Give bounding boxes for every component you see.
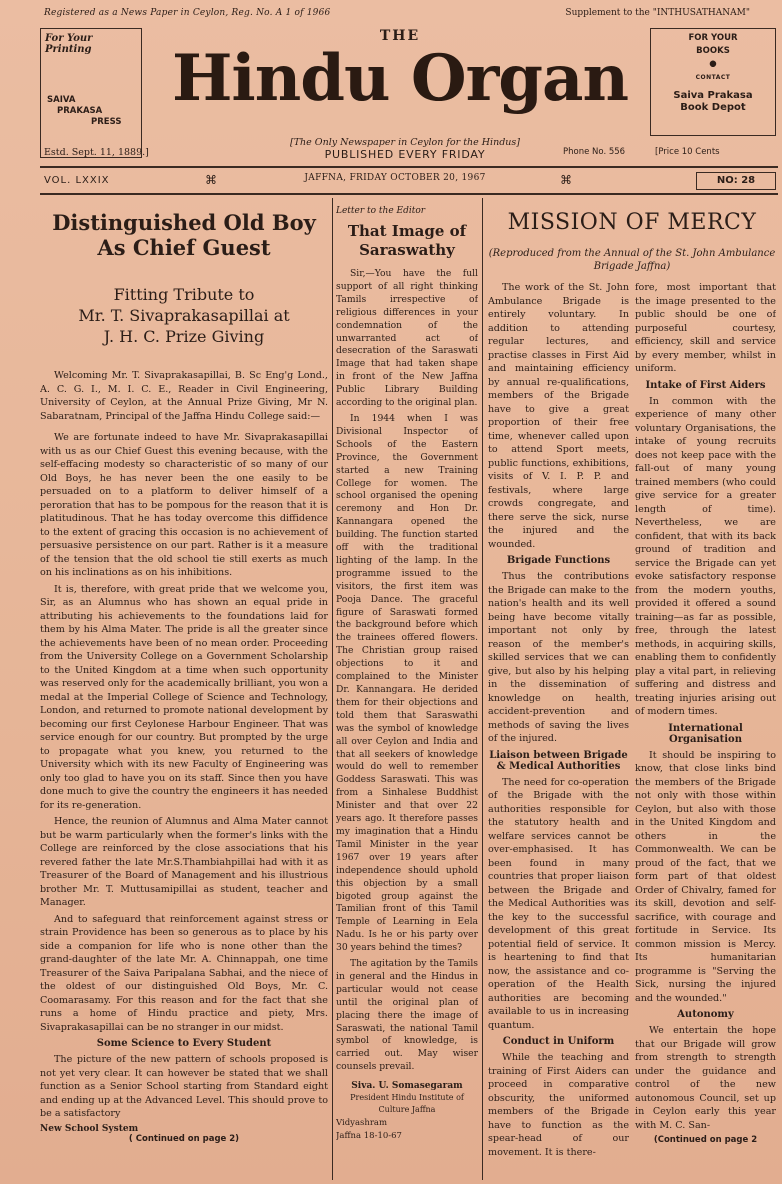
paragraph: We are fortunate indeed to have Mr. Sivaprakasapillai with us as our Chief Guest this evening because, with the self-effacing modesty so characteristic of so many of our Old Boys, he has never been the one easily to be persuaded on to a platform to deliver himself of a peroration that has to be pompous for the reason that it is platitudinous. That he has today overcome this diffidence to the extent of gracing this occasion is no achievement of persuasive persistence on our part. Rather is it a measure of the tension that the old school tie still exerts as much on his inclinations as on his inhibitions. — [40, 432, 328, 578]
paragraph: Welcoming Mr. T. Sivaprakasapillai, B. Sc Eng'g Lond., A. C. G. I., M. I. C. E., Reader in Civil Engineering, University of Ceylon, at the Annual Prize Giving, Mr N. Sabaratnam, Principal of the Jaffna Hindu College said:— — [40, 370, 328, 422]
continued-note: ( Continued on page 2) — [128, 1133, 240, 1144]
books-ad-line1: FOR YOUR — [688, 33, 738, 43]
books-ad-contact: CONTACT — [695, 74, 731, 81]
books-ad-line2: BOOKS — [696, 46, 730, 56]
signatory-title: President Hindu Institute of Culture Jaffna — [350, 1093, 464, 1115]
bullet-icon: ● — [709, 59, 717, 69]
paragraph: Thus the contributions the Brigade can make to the nation's health and its well being have become vitally important not only by reason of the member's skilled services that we can give, but also by his helping in the dissemination of knowledge on health, accident-prevention and methods of saving the lives of the injured. — [488, 571, 629, 744]
paragraph: The work of the St. John Ambulance Brigade is entirely voluntary. In addition to attending regular lectures, and practise classes in First Aid and maintaining efficiency by annual re-qualifications, members of the Brigade have to give a great proportion of their free time, whenever called upon to attend Sport meets, public functions, exhibitions, visits of V. I. P. P. and festivals, where large crowds congregate, and there serve the sick, nurse the injured and the wounded. — [488, 282, 629, 550]
article-mission-of-mercy — [488, 200, 776, 1184]
masthead-title: Hindu Organ — [171, 41, 629, 116]
printing-ad-title: For Your Printing — [45, 33, 93, 55]
subhead-line3: J. H. C. Prize Giving — [103, 327, 265, 346]
paragraph: Sir,—You have the full support of all right thinking Tamils irrespective of religious differences in your condemnation of the unwarranted act of desecration of the Saraswati Image that had taken shape in front of the New Jaffna Public Library Building according to the original plan. — [336, 268, 478, 409]
rule-top — [40, 166, 778, 168]
subheadline — [40, 284, 328, 347]
masthead-tagline — [260, 137, 550, 161]
ornament-icon: ⌘ — [205, 173, 217, 187]
price: [Price 10 Cents — [655, 147, 720, 157]
letter-title — [336, 222, 478, 260]
section-heading: Some Science to Every Student — [96, 1038, 272, 1049]
paragraph: While the teaching and training of First Aiders can proceed in comparative obscurity, the uniformed members of the Brigade have to function as the spear-head of our movement. It is there- — [488, 1052, 629, 1158]
printing-ad — [40, 28, 142, 158]
paragraph: The need for co-operation of the Brigade with the authorities responsible for the statutory health and welfare services cannot be over-emphasised. It has been found in many countries that proper liaison between the Brigade and the Medical Authorities was the key to the successful development of this great potential field of service. It is heartening to find that now, the assistance and co-operation of the Health authorities are becoming available to us in increasing quantum. — [488, 776, 629, 1031]
printing-ad-press — [47, 95, 123, 128]
dateline: JAFFNA, FRIDAY OCTOBER 20, 1967 — [304, 173, 486, 183]
letter-place: Vidyashram — [336, 1118, 388, 1129]
section-heading: Conduct in Uniform — [502, 1036, 615, 1047]
tagline-text: [The Only Newspaper in Ceylon for the Hindus] — [289, 137, 520, 148]
paragraph: The agitation by the Tamils in general and the Hindus in particular would not cease until the original plan of placing there the image of Saraswati, the national Tamil symbol of knowledge, is carried out. May wiser counsels prevail. — [336, 958, 478, 1073]
paragraph: And to safeguard that reinforcement against stress or strain Providence has been so generous as to place by his side a companion for life who is none other than the grand-daughter of the late Mr. A. Chinnappah, one time Treasurer of the Saiva Paripalana Sabhai, and the niece of the oldest of our distinguished Old Boys, Mr. C. Coomarasamy. For this reason and for the fact that she runs a home of Hindu practice and piety, Mrs. Sivaprakasapillai can be no stranger in our midst. — [40, 913, 328, 1033]
section-heading: Liaison between Brigade & Medical Authorities — [489, 749, 628, 772]
letter-title-line1: That Image of — [347, 222, 467, 240]
mission-source: (Reproduced from the Annual of the St. John Ambulance Brigade Jaffna) — [488, 248, 776, 272]
headline-line2: As Chief Guest — [97, 235, 271, 260]
letter-date: Jaffna 18-10-67 — [336, 1131, 402, 1142]
supplement-line: Supplement to the "INTHUSATHANAM" — [565, 8, 750, 18]
press-line-1: SAIVA — [47, 95, 76, 105]
mission-columns — [488, 281, 776, 1162]
continued-note: (Continued on page 2 — [653, 1135, 758, 1145]
mission-column-2 — [635, 281, 776, 1162]
paragraph: It is, therefore, with great pride that we welcome you, Sir, as an Alumnus who has shown an equal pride in attributing his achievements to the foundations laid for them by his Alma Mater. The pride is all the greater since the achievements have been of no mean order. Proceeding from the University College on a Government Scholarship to the United Kingdom at a time when such opportunity was reserved only for the academically brilliant, you won a medal at the Imperial College of Science and Technology, London, and returned to promote national development by becoming our first Ceylonese Harbour Engineer. That was service enough for our country. But prompted by the urge to propagate what you knew, you returned to the University which with its new Faculty of Engineering was only too glad to have you on its staff. Since then you have done much to give the country the engineers it has needed for its re-generation. — [40, 583, 328, 811]
section-heading: Brigade Functions — [506, 555, 611, 566]
letter-title-line2: Saraswathy — [359, 241, 455, 259]
section-heading: Autonomy — [677, 1009, 734, 1020]
masthead-the: THE — [379, 28, 421, 44]
books-ad-line5: Book Depot — [680, 102, 746, 113]
registration-line: Registered as a News Paper in Ceylon, Reg. No. A 1 of 1966 — [44, 8, 331, 18]
established-date: Estd. Sept. 11, 1889.] — [44, 147, 149, 158]
article-old-boy — [40, 200, 328, 1184]
ornament-icon: ⌘ — [560, 173, 572, 187]
letter-to-editor — [336, 200, 478, 1184]
subhead-line2: Mr. T. Sivaprakasapillai at — [78, 306, 290, 325]
paragraph: Hence, the reunion of Alumnus and Alma Mater cannot but be warm particularly when the former's links with the College are reinforced by the close associations that his revered father the late Mr.S.Thambiahpillai had with it as Treasurer of the Board of Management and his illustrious brother Mr. T. Muttusamipillai as student, teacher and Manager. — [40, 816, 328, 908]
paragraph: We entertain the hope that our Brigade will grow from strength to strength under the guidance and control of the new autonomous Council, set up in Ceylon early this year with M. C. San- — [635, 1025, 776, 1131]
signatory-name: Siva. U. Somasegaram — [351, 1081, 463, 1092]
paragraph: It should be inspiring to know, that close links bind the members of the Brigade not only with those within Ceylon, but also with those in the United Kingdom and others in the Commonwealth. We can be proud of the fact, that we form part of that oldest Order of Chivalry, famed for its skill, devotion and self-sacrifice, with courage and fortitude in Service. Its common mission is Mercy. Its humanitarian programme is "Serving the Sick, nursing the injured and the wounded." — [635, 749, 776, 1004]
paragraph: In 1944 when I was Divisional Inspector of Schools of the Eastern Province, the Government started a new Training College for women. The school organised the opening ceremony and Hon Dr. Kannangara opened the building. The function started off with the traditional lighting of the lamp. In the programme issued to the visitors, the first item was Pooja Dance. The graceful figure of Saraswati formed the background before which the trainees offered flowers. The Christian group raised objections to it and complained to the Minister Dr. Kannangara. He derided them for their objections and told them that Saraswathi was the symbol of knowledge all over Ceylon and India and that all seekers of knowledge would do well to remember Goddess Saraswati. This was from a Sinhalese Buddhist Minister and that over 22 years ago. It therefore passes my imagination that a Hindu Tamil Minister in the year 1967 over 19 years after independence should uphold this objection by a small bigoted group against the Tamilian front of this Tamil Temple of Learning in Eela Nadu. Is he or his party over 30 years behind the times? — [336, 412, 478, 954]
mission-title: MISSION OF MERCY — [507, 210, 757, 235]
mission-column-1 — [488, 281, 629, 1162]
rule-bottom — [40, 193, 778, 195]
side-heading: New School System — [40, 1123, 139, 1134]
letter-label: Letter to the Editor — [336, 206, 426, 216]
volume: VOL. LXXIX — [44, 175, 110, 186]
section-heading: Intake of First Aiders — [645, 379, 766, 391]
signature — [336, 1080, 478, 1116]
paragraph: In common with the experience of many other voluntary Organisations, the intake of young recruits does not keep pace with the fall-out of many young trained members (who could give service for a greater length of time). Nevertheless, we are confident, that with its back ground of tradition and service the Brigade can yet evoke satisfactory response from the modern youths, provided it offered a sound training—as far as possible, free, through the latest methods, in acquiring skills, enabling them to confidently play a vital part, in relieving suffering and distress and treating injuries arising out of modern times. — [635, 395, 776, 717]
issue-number: NO: 28 — [696, 172, 776, 190]
paragraph: fore, most important that the image presented to the public should be one of purposeful courtesy, efficiency, skill and service by every member, whilst in uniform. — [635, 282, 776, 374]
press-line-2: PRAKASA — [57, 106, 103, 116]
section-heading: International Organisation — [668, 722, 743, 745]
headline-line1: Distinguished Old Boy — [52, 210, 316, 235]
books-ad-line4: Saiva Prakasa — [673, 90, 753, 101]
column-rule — [482, 198, 483, 1180]
masthead — [150, 28, 650, 114]
phone-number: Phone No. 556 — [563, 147, 626, 157]
published-text: PUBLISHED EVERY FRIDAY — [324, 148, 486, 161]
books-ad — [650, 28, 776, 136]
press-line-3: PRESS — [91, 117, 122, 127]
column-rule — [332, 198, 333, 1180]
subhead-line1: Fitting Tribute to — [113, 285, 255, 304]
paragraph: The picture of the new pattern of schools proposed is not yet very clear. It can however be stated that we shall function as a Senior School starting from Standard eight and ending up at the Advanced Level. This should prove to be a satisfactory — [40, 1054, 328, 1119]
